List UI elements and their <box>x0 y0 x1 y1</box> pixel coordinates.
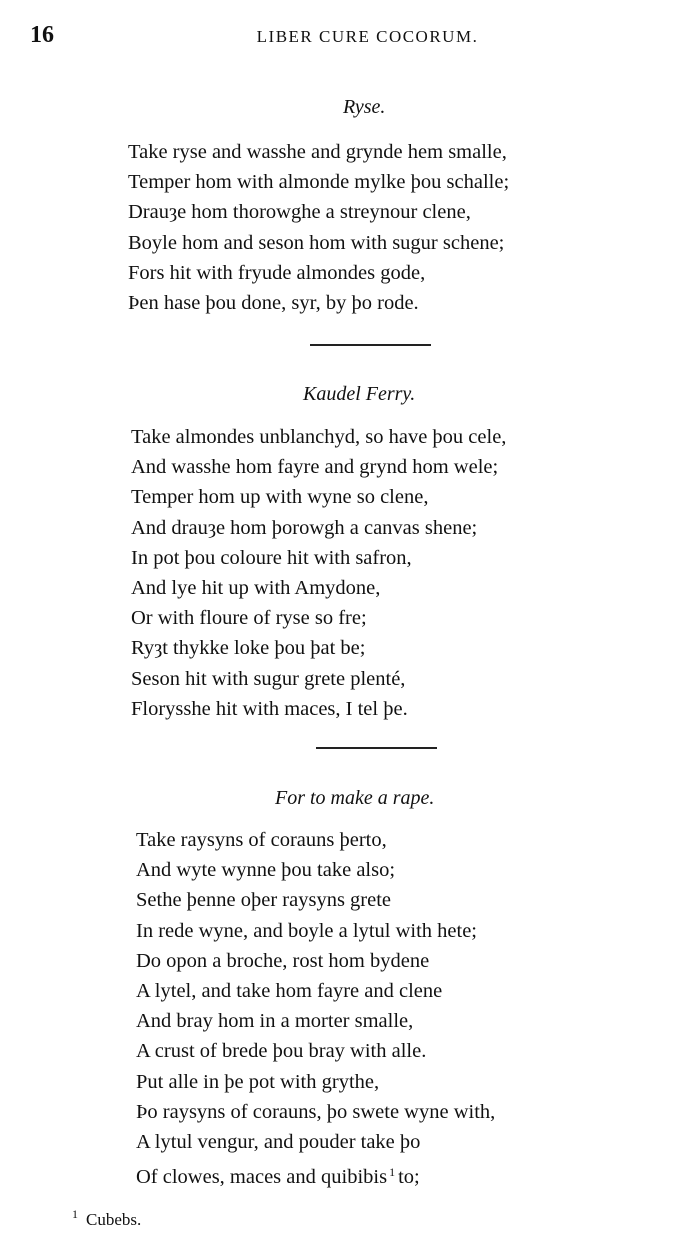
verse-line: A crust of brede þou bray with alle. <box>136 1040 427 1063</box>
page-number: 16 <box>30 22 54 48</box>
verse-line-with-footnote <box>136 1157 495 1187</box>
verse-line: Put alle in þe pot with grythe, <box>136 1070 380 1093</box>
verse-line: Temper hom with almonde mylke þou schalle; <box>128 171 510 194</box>
verse-line: Þo raysyns of corauns, þo swete wyne with, <box>136 1100 496 1123</box>
section-title-kaudel-ferry: Kaudel Ferry. <box>303 383 416 405</box>
verse-line: Seson hit with sugur grete plenté, <box>131 667 406 690</box>
verse-line: Temper hom up with wyne so clene, <box>131 486 429 509</box>
footnote-reference[interactable]: 1 <box>389 1165 396 1180</box>
verse-line: And bray hom in a morter smalle, <box>136 1010 414 1033</box>
verse-line: A lytul vengur, and pouder take þo <box>136 1130 421 1153</box>
section-divider <box>316 747 437 749</box>
section-title-ryse: Ryse. <box>343 96 386 118</box>
verse-line: In pot þou coloure hit with safron, <box>131 546 412 569</box>
verse-rape <box>136 825 495 1187</box>
verse-kaudel-ferry <box>131 422 506 724</box>
verse-line: Florysshe hit with maces, I tel þe. <box>131 697 408 720</box>
verse-line: Þen hase þou done, syr, by þo rode. <box>128 291 419 314</box>
section-divider <box>310 344 431 346</box>
verse-line: And wasshe hom fayre and grynd hom wele; <box>131 456 499 479</box>
verse-line: Take ryse and wasshe and grynde hem smalle, <box>128 141 507 163</box>
verse-line-tail: to; <box>398 1166 420 1189</box>
verse-line: Do opon a broche, rost hom bydene <box>136 949 430 972</box>
running-head: LIBER CURE COCORUM. <box>256 27 479 46</box>
verse-line: Ryȝt thykke loke þou þat be; <box>131 637 366 660</box>
verse-line: Drauȝe hom thorowghe a streynour clene, <box>128 201 471 224</box>
verse-line: And wyte wynne þou take also; <box>136 859 396 882</box>
verse-line: Sethe þenne oþer raysyns grete <box>136 889 392 912</box>
section-title-rape: For to make a rape. <box>275 787 435 809</box>
verse-line: Take raysyns of corauns þerto, <box>136 829 387 851</box>
footnote-text: Cubebs. <box>86 1210 142 1229</box>
footnote <box>70 1207 141 1230</box>
footnote-mark: 1 <box>72 1207 78 1221</box>
verse-ryse <box>128 137 509 318</box>
verse-line-text: Of clowes, maces and quibibis <box>136 1166 388 1189</box>
verse-line: In rede wyne, and boyle a lytul with hete; <box>136 919 477 942</box>
verse-line: Or with floure of ryse so fre; <box>131 607 367 630</box>
verse-line: A lytel, and take hom fayre and clene <box>136 979 443 1002</box>
verse-line: Take almondes unblanchyd, so have þou cele, <box>131 426 507 448</box>
verse-line: And drauȝe hom þorowgh a canvas shene; <box>131 516 478 539</box>
verse-line: Boyle hom and seson hom with sugur schene; <box>128 231 505 254</box>
verse-line: Fors hit with fryude almondes gode, <box>128 261 426 284</box>
verse-line: And lye hit up with Amydone, <box>131 576 381 599</box>
